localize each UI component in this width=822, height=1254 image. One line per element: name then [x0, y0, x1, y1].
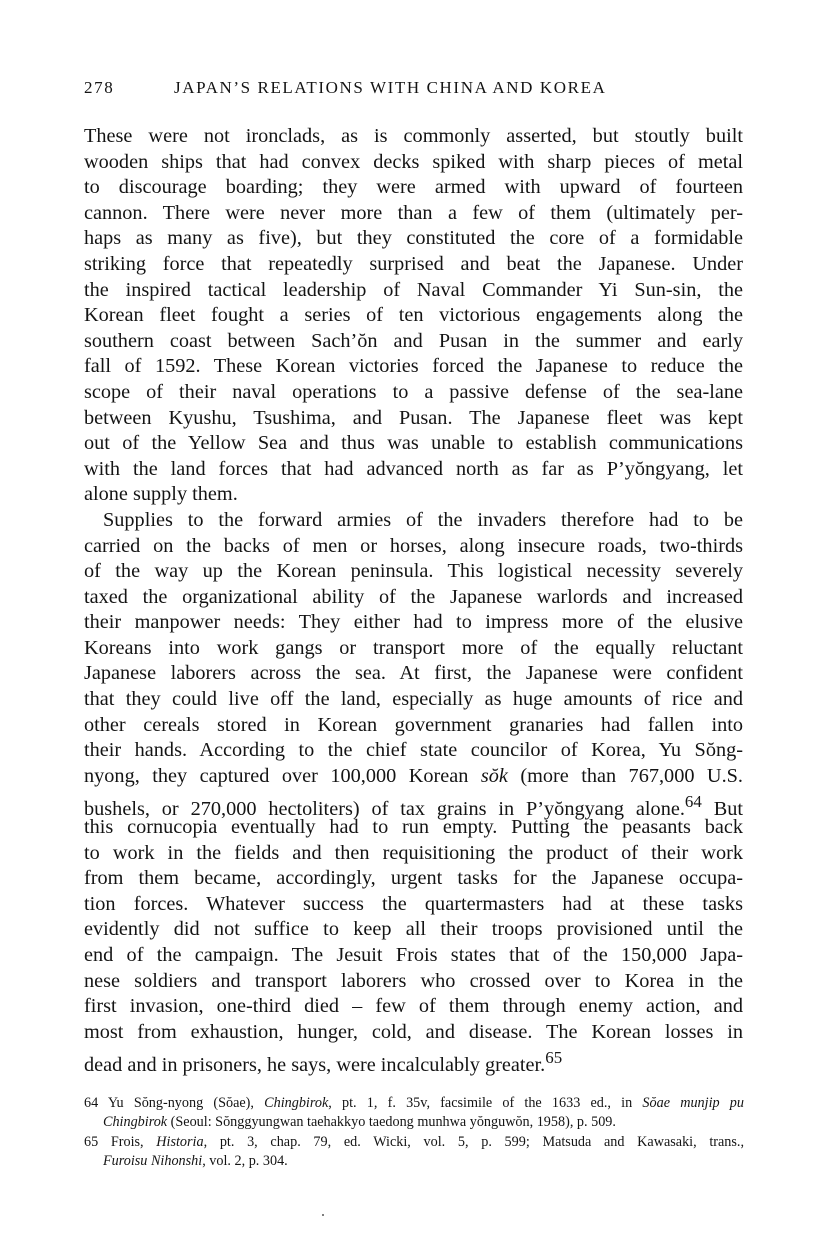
footnote-64-line: [84, 1113, 744, 1132]
text-line: evidently did not suffice to keep all their troops provisioned until the: [84, 918, 743, 941]
text-line: haps as many as five), but they constituted the core of a formidable: [84, 227, 743, 250]
text-line: carried on the backs of men or horses, along insecure roads, two-thirds: [84, 534, 743, 557]
text-line: These were not ironclads, as is commonly asserted, but stoutly built: [84, 125, 743, 147]
text-line: wooden ships that had convex decks spiked with sharp pieces of metal: [84, 150, 743, 173]
footnote-text: 64 Yu Sŏng-nyong (Sŏae),: [84, 1095, 265, 1111]
footnote-text: , vol. 2, p. 304.: [202, 1152, 288, 1169]
page-number: 278: [84, 78, 115, 97]
footnote-text: 65 Frois,: [84, 1133, 157, 1150]
text-line: scope of their naval operations to a passive defense of the sea-lane: [84, 380, 743, 403]
text-line: Supplies to the forward armies of the invaders therefore had to be: [103, 508, 743, 531]
text-line: with the land forces that had advanced north as far as P’yŏngyang, let: [84, 457, 743, 480]
text-line: to discourage boarding; they were armed with upward of fourteen: [84, 176, 743, 199]
text-line: to work in the fields and then requisitioning the product of their work: [84, 841, 743, 864]
text-line: of the way up the Korean peninsula. This logistical necessity severely: [84, 560, 743, 583]
text-line: that they could live off the land, especially as huge amounts of rice and: [84, 688, 743, 711]
text-line: [84, 789, 743, 821]
text-line: end of the campaign. The Jesuit Frois states that of the 150,000 Japa-: [84, 944, 743, 966]
text-segment: nyong, they captured over 100,000 Korean: [84, 764, 481, 787]
scan-speck: [322, 1214, 324, 1216]
footnote-title: Furoisu Nihonshi: [103, 1152, 203, 1169]
text-segment: But: [701, 798, 743, 821]
footnote-text: , pt. 3, chap. 79, ed. Wicki, vol. 5, p. 599; Matsuda and Kawasaki, trans.,: [203, 1133, 745, 1150]
footnote-title: Chingbirok: [264, 1095, 329, 1111]
running-head: [84, 74, 744, 102]
footnote-title: Sŏae munjip pu: [642, 1095, 744, 1111]
text-line: Japanese laborers across the sea. At first, the Japanese were confident: [84, 662, 743, 685]
footnotes: [84, 1094, 744, 1171]
text-line: fall of 1592. These Korean victories forced the Japanese to reduce the: [84, 355, 743, 378]
text-line: Koreans into work gangs or transport more of the equally reluctant: [84, 636, 743, 659]
text-line: their hands. According to the chief state councilor of Korea, Yu Sŏng-: [84, 739, 743, 762]
footnote-64-line: [84, 1094, 744, 1113]
italic-term: sŏk: [480, 764, 508, 787]
footnote-text: , pt. 1, f. 35v, facsimile of the 1633 ed., in: [328, 1095, 643, 1111]
text-line: taxed the organizational ability of the Japanese warlords and increased: [84, 585, 743, 608]
text-line: out of the Yellow Sea and thus was unable to establish communications: [84, 432, 743, 455]
text-line: first invasion, one-third died – few of them through enemy action, and: [84, 995, 743, 1018]
text-line: [84, 1045, 743, 1077]
footnote-ref-64[interactable]: 64: [684, 792, 702, 812]
text-line: tion forces. Whatever success the quartermasters had at these tasks: [84, 892, 743, 915]
text-line: between Kyushu, Tsushima, and Pusan. The Japanese fleet was kept: [84, 406, 743, 429]
footnote-text: (Seoul: Sŏnggyungwan taehakkyo taedong munhwa yŏnguwŏn, 1958), p. 509.: [167, 1114, 616, 1131]
text-line: the inspired tactical leadership of Naval Commander Yi Sun-sin, the: [84, 278, 743, 301]
text-line: alone supply them.: [84, 483, 238, 506]
text-line: striking force that repeatedly surprised and beat the Japanese. Under: [84, 252, 743, 275]
text-segment: dead and in prisoners, he says, were incalculably greater.: [84, 1054, 546, 1077]
text-segment: (more than 767,000 U.S.: [507, 764, 743, 787]
footnote-title: Historia: [156, 1133, 204, 1150]
text-line: other cereals stored in Korean government granaries had fallen into: [84, 713, 743, 736]
footnote-65-line: [84, 1152, 744, 1171]
text-line: nese soldiers and transport laborers who crossed over to Korea in the: [84, 969, 743, 992]
text-line: their manpower needs: They either had to impress more of the elusive: [84, 611, 743, 634]
text-line: from them became, accordingly, urgent tasks for the Japanese occupa-: [84, 867, 743, 890]
running-title: JAPAN’S RELATIONS WITH CHINA AND KOREA: [174, 78, 607, 97]
text-segment: bushels, or 270,000 hectoliters) of tax grains in P’yŏngyang alone.: [84, 798, 685, 821]
footnote-title: Chingbirok: [103, 1114, 168, 1131]
text-line: [84, 764, 743, 790]
text-line: Korean fleet fought a series of ten victorious engagements along the: [84, 304, 743, 327]
text-line: southern coast between Sach’ŏn and Pusan in the summer and early: [84, 329, 743, 352]
body-text: [84, 124, 743, 1077]
footnote-ref-65[interactable]: 65: [545, 1048, 563, 1068]
text-line: most from exhaustion, hunger, cold, and disease. The Korean losses in: [84, 1020, 743, 1043]
footnote-65-line: [84, 1133, 744, 1152]
text-line: this cornucopia eventually had to run empty. Putting the peasants back: [84, 816, 743, 839]
text-line: cannon. There were never more than a few of them (ultimately per-: [84, 201, 743, 224]
